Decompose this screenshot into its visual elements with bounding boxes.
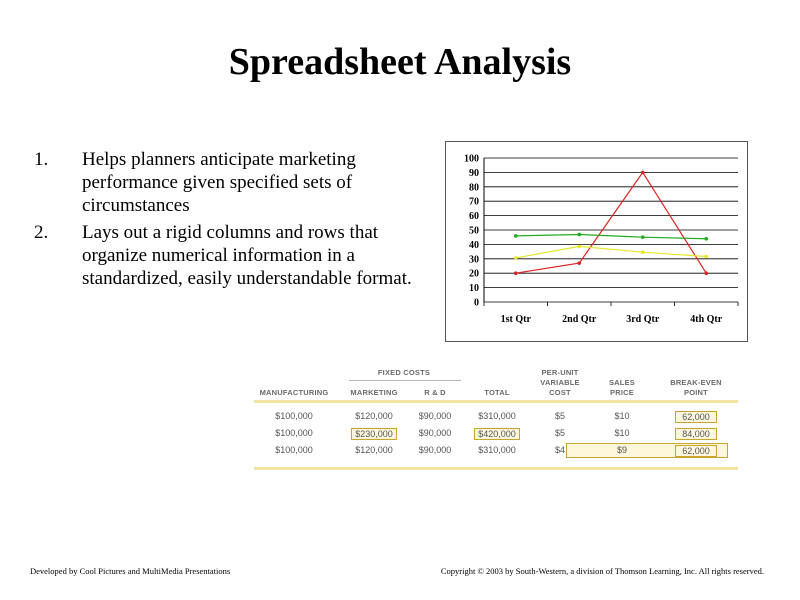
bottom-rule	[254, 467, 738, 470]
cell-value: $420,000	[474, 428, 520, 440]
cell-value: $5	[554, 411, 565, 421]
cell-value: $100,000	[275, 411, 313, 421]
y-tick-label: 100	[464, 153, 479, 165]
bullet-number: 2.	[34, 222, 49, 243]
column-header: MARKETING	[350, 388, 398, 397]
data-point	[514, 256, 518, 260]
y-tick-label: 80	[469, 182, 479, 194]
group-header-rule	[349, 380, 461, 381]
table-cell	[334, 411, 414, 421]
table-cell	[466, 428, 528, 440]
data-point	[704, 237, 708, 241]
bullet-list	[34, 148, 434, 294]
x-tick-label: 4th Qtr	[690, 314, 723, 325]
data-point	[577, 245, 581, 249]
table-cell	[254, 411, 334, 421]
x-tick-label: 1st Qtr	[500, 314, 531, 325]
cell-value: $90,000	[418, 411, 452, 421]
table-cell	[404, 428, 466, 438]
table-cell	[654, 411, 738, 423]
table-cell	[654, 445, 738, 457]
data-point	[514, 271, 518, 275]
cell-value: 62,000	[675, 445, 717, 457]
line-chart	[445, 141, 748, 342]
y-tick-label: 0	[474, 297, 479, 309]
table-cell	[254, 445, 334, 455]
chart-canvas	[446, 142, 747, 341]
y-tick-label: 60	[469, 211, 479, 223]
footer-credit: Developed by Cool Pictures and MultiMedia Presentations	[30, 566, 231, 576]
y-tick-label: 70	[469, 196, 479, 208]
table-cell	[466, 411, 528, 421]
cell-value: $310,000	[478, 445, 516, 455]
table-cell	[466, 445, 528, 455]
series-line	[516, 234, 707, 238]
cell-value: $10	[614, 411, 630, 421]
table-cell	[404, 445, 466, 455]
bullet-text: Helps planners anticipate marketing performance given specified sets of circumstances	[82, 149, 356, 216]
column-header: TOTAL	[484, 388, 510, 397]
cell-value: 62,000	[675, 411, 717, 423]
cell-value: $90,000	[418, 428, 452, 438]
table-cell	[654, 428, 738, 440]
y-tick-label: 50	[469, 225, 479, 237]
column-header: R & D	[424, 388, 446, 397]
cell-value: $90,000	[418, 445, 452, 455]
cell-value: $10	[614, 428, 630, 438]
y-tick-label: 40	[469, 239, 479, 251]
data-point	[704, 271, 708, 275]
bullet-number: 1.	[34, 149, 49, 170]
table-cell	[254, 428, 334, 438]
y-tick-label: 30	[469, 254, 479, 266]
group-header: FIXED COSTS	[377, 368, 431, 377]
data-point	[704, 255, 708, 259]
cell-value: $230,000	[351, 428, 397, 440]
x-tick-label: 2nd Qtr	[562, 314, 597, 325]
series-line	[516, 172, 707, 273]
data-point	[577, 261, 581, 265]
data-point	[641, 171, 645, 175]
bullet-text: Lays out a rigid columns and rows that organize numerical information in a standardized, easily understandable format.	[82, 222, 412, 289]
y-tick-label: 20	[469, 268, 479, 280]
x-tick-label: 3rd Qtr	[626, 314, 660, 325]
table-cell	[594, 445, 650, 455]
cost-table	[254, 366, 738, 472]
table-cell	[526, 445, 594, 455]
data-point	[577, 233, 581, 237]
table-cell	[334, 445, 414, 455]
series-line	[516, 246, 707, 258]
y-tick-label: 90	[469, 167, 479, 179]
cell-value: $4	[554, 445, 565, 455]
data-point	[641, 235, 645, 239]
bullet-item	[34, 148, 434, 217]
column-header: SALES PRICE	[608, 378, 635, 397]
table-cell	[594, 428, 650, 438]
cell-value: $100,000	[275, 445, 313, 455]
table-cell	[594, 411, 650, 421]
data-point	[514, 234, 518, 238]
cell-value: $100,000	[275, 428, 313, 438]
table-cell	[404, 411, 466, 421]
cell-value: $5	[554, 428, 565, 438]
table-cell	[526, 411, 594, 421]
cell-value: 84,000	[675, 428, 717, 440]
header-rule	[254, 400, 738, 403]
y-tick-label: 10	[469, 283, 479, 295]
cell-value: $120,000	[355, 411, 393, 421]
table-cell	[334, 428, 414, 440]
slide-title: Spreadsheet Analysis	[228, 41, 572, 83]
column-header: MANUFACTURING	[259, 388, 329, 397]
column-header: PER-UNIT VARIABLE COST	[540, 368, 580, 397]
data-point	[641, 250, 645, 254]
table-cell	[526, 428, 594, 438]
bullet-item	[34, 221, 434, 290]
footer-copyright: Copyright © 2003 by South-Western, a division of Thomson Learning, Inc. All rights reserved.	[440, 566, 764, 576]
cell-value: $9	[616, 445, 627, 455]
cell-value: $120,000	[355, 445, 393, 455]
cell-value: $310,000	[478, 411, 516, 421]
column-header: BREAK-EVEN POINT	[670, 378, 722, 397]
